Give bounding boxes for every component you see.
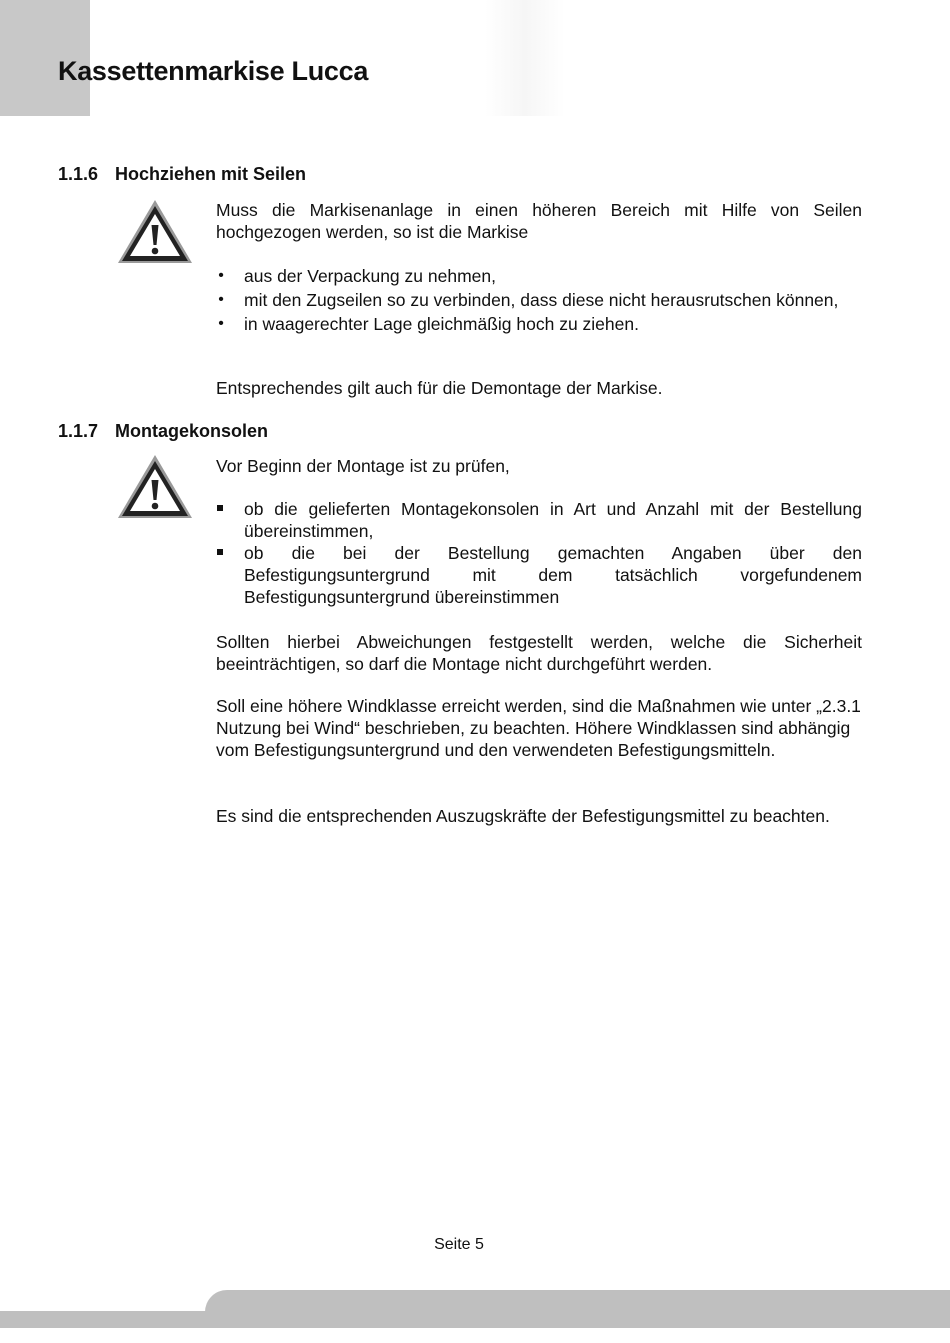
section-title: Montagekonsolen xyxy=(115,421,269,441)
list-item: • aus der Verpackung zu nehmen, xyxy=(216,265,862,287)
body-paragraph: Soll eine höhere Windklasse erreicht werden, sind die Maßnahmen wie unter „2.3.1 Nutzung bei Wind“ beschrieben, zu beachten. Höhere Windklassen sind abhängig vom Befestigungsuntergrund und den verwendeten Befestigungsmitteln. xyxy=(216,696,861,760)
footer-bar xyxy=(0,1311,230,1328)
body-paragraph: Es sind die entsprechenden Auszugskräfte der Befestigungsmittel zu beachten. xyxy=(216,806,830,826)
square-bullet-icon xyxy=(217,549,223,555)
page-number: Seite 5 xyxy=(434,1236,484,1253)
bullet-icon: • xyxy=(218,291,224,308)
header-decoration xyxy=(485,0,565,116)
list-item: • in waagerechter Lage gleichmäßig hoch zu ziehen. xyxy=(216,313,862,335)
section-title: Hochziehen mit Seilen xyxy=(115,164,307,184)
section-heading-hochziehen xyxy=(58,164,306,185)
body-paragraph: Sollten hierbei Abweichungen festgestellt werden, welche die Sicherheit beeinträchtigen, so darf die Montage nicht durchgeführt werden. xyxy=(216,632,862,674)
bullet-icon: • xyxy=(218,267,224,284)
section-heading-montagekonsolen xyxy=(58,421,268,442)
section-intro: Muss die Markisenanlage in einen höheren Bereich mit Hilfe von Seilen hochgezogen werden, so ist die Markise xyxy=(216,200,862,242)
warning-triangle-icon xyxy=(116,452,194,520)
document-title: Kassettenmarkise Lucca xyxy=(58,56,369,86)
bullet-icon: • xyxy=(218,315,224,332)
bullet-list xyxy=(216,265,862,335)
section-number: 1.1.7 xyxy=(58,421,99,441)
section-number: 1.1.6 xyxy=(58,164,99,184)
section-closing: Entsprechendes gilt auch für die Demontage der Markise. xyxy=(216,378,663,398)
list-item: ob die gelieferten Montagekonsolen in Art und Anzahl mit der Bestellung übereinstimmen, xyxy=(216,498,862,542)
bullet-list xyxy=(216,498,862,608)
section-intro: Vor Beginn der Montage ist zu prüfen, xyxy=(216,456,510,476)
list-item: • mit den Zugseilen so zu verbinden, dass diese nicht herausrutschen können, xyxy=(216,289,862,311)
list-item: ob die bei der Bestellung gemachten Angaben über den Befestigungsuntergrund mit dem tatsächlich vorgefundenem Befestigungsuntergrund übereinstimmen xyxy=(216,542,862,608)
square-bullet-icon xyxy=(217,505,223,511)
warning-triangle-icon xyxy=(116,197,194,265)
footer-bar xyxy=(205,1290,950,1328)
